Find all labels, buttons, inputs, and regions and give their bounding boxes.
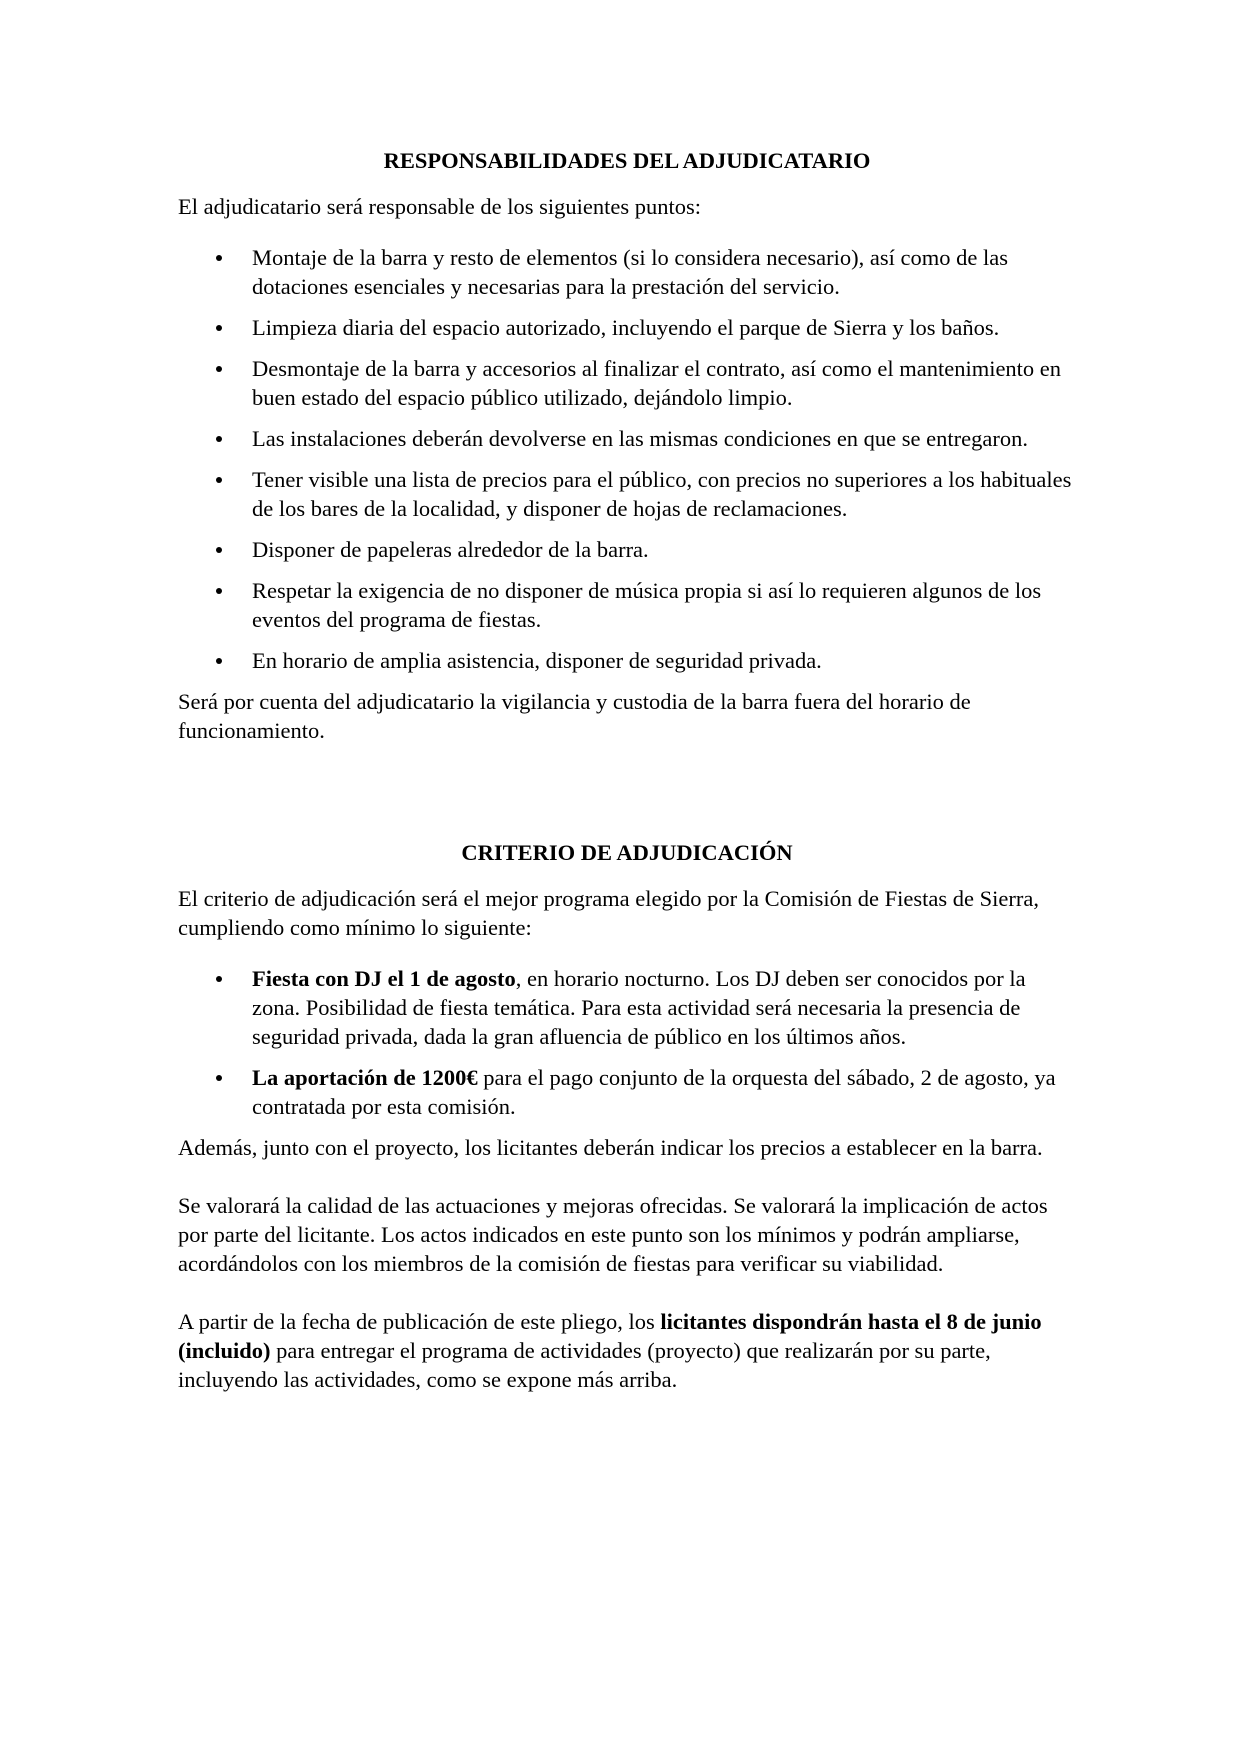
list-item-text: En horario de amplia asistencia, disponer de seguridad privada.	[252, 648, 822, 673]
list-item-text: Las instalaciones deberán devolverse en las mismas condiciones en que se entregaron.	[252, 426, 1028, 451]
list-item	[178, 646, 1076, 675]
paragraph-plazo-pre: A partir de la fecha de publicación de este pliego, los	[178, 1309, 661, 1334]
list-item	[178, 1063, 1076, 1121]
bullet-icon	[216, 588, 222, 594]
bullet-icon	[216, 1075, 222, 1081]
criterio-list	[178, 964, 1076, 1121]
paragraph-plazo	[178, 1307, 1076, 1394]
bullet-icon	[216, 325, 222, 331]
section1-closing: Será por cuenta del adjudicatario la vigilancia y custodia de la barra fuera del horario de funcionamiento.	[178, 689, 971, 743]
list-item-text: para el pago conjunto de la orquesta del sábado, 2 de agosto, ya contratada por esta comisión.	[252, 1065, 1056, 1119]
paragraph-plazo-bold: licitantes dispondrán hasta el 8 de junio (incluido)	[178, 1309, 1042, 1363]
section-title-criterio: CRITERIO DE ADJUDICACIÓN	[461, 840, 793, 865]
list-item-bold: La aportación de 1200€	[252, 1065, 478, 1090]
list-item	[178, 424, 1076, 453]
section1-intro: El adjudicatario será responsable de los siguientes puntos:	[178, 194, 701, 219]
list-item-text: Respetar la exigencia de no disponer de música propia si así lo requieren algunos de los eventos del programa de fiestas.	[252, 578, 1042, 632]
paragraph-valoracion: Se valorará la calidad de las actuaciones y mejoras ofrecidas. Se valorará la implicación de actos por parte del licitante. Los actos indicados en este punto son los mínimos y podrán ampliarse, acordándolos con los miembros de la comisión de fiestas para verificar su viabilidad.	[178, 1193, 1048, 1276]
section2-intro: El criterio de adjudicación será el mejor programa elegido por la Comisión de Fiestas de Sierra, cumpliendo como mínimo lo siguiente:	[178, 886, 1039, 940]
list-item	[178, 354, 1076, 412]
list-item	[178, 535, 1076, 564]
bullet-icon	[216, 477, 222, 483]
section-title-responsabilidades: RESPONSABILIDADES DEL ADJUDICATARIO	[383, 148, 871, 173]
bullet-icon	[216, 976, 222, 982]
list-item	[178, 243, 1076, 301]
list-item-text: Montaje de la barra y resto de elementos (si lo considera necesario), así como de las dotaciones esenciales y necesarias para la prestación del servicio.	[252, 245, 1008, 299]
bullet-icon	[216, 366, 222, 372]
bullet-icon	[216, 547, 222, 553]
list-item-text: Desmontaje de la barra y accesorios al finalizar el contrato, así como el mantenimiento en buen estado del espacio público utilizado, dejándolo limpio.	[252, 356, 1062, 410]
list-item	[178, 576, 1076, 634]
paragraph-plazo-post: para entregar el programa de actividades (proyecto) que realizarán por su parte, incluyendo las actividades, como se expone más arriba.	[178, 1338, 991, 1392]
list-item-text: Disponer de papeleras alrededor de la barra.	[252, 537, 649, 562]
document-page	[178, 146, 1076, 1423]
responsabilidades-list	[178, 243, 1076, 675]
bullet-icon	[216, 436, 222, 442]
bullet-icon	[216, 658, 222, 664]
list-item-bold: Fiesta con DJ el 1 de agosto	[252, 966, 516, 991]
list-item-text: Limpieza diaria del espacio autorizado, incluyendo el parque de Sierra y los baños.	[252, 315, 1000, 340]
list-item-text: , en horario nocturno. Los DJ deben ser conocidos por la zona. Posibilidad de fiesta temática. Para esta actividad será necesaria la presencia de seguridad privada, dada la gran afluencia de público en los últimos años.	[252, 966, 1026, 1049]
list-item	[178, 964, 1076, 1051]
list-item	[178, 465, 1076, 523]
list-item-text: Tener visible una lista de precios para el público, con precios no superiores a los habituales de los bares de la localidad, y disponer de hojas de reclamaciones.	[252, 467, 1072, 521]
paragraph-precios: Además, junto con el proyecto, los licitantes deberán indicar los precios a establecer en la barra.	[178, 1135, 1043, 1160]
list-item	[178, 313, 1076, 342]
bullet-icon	[216, 255, 222, 261]
